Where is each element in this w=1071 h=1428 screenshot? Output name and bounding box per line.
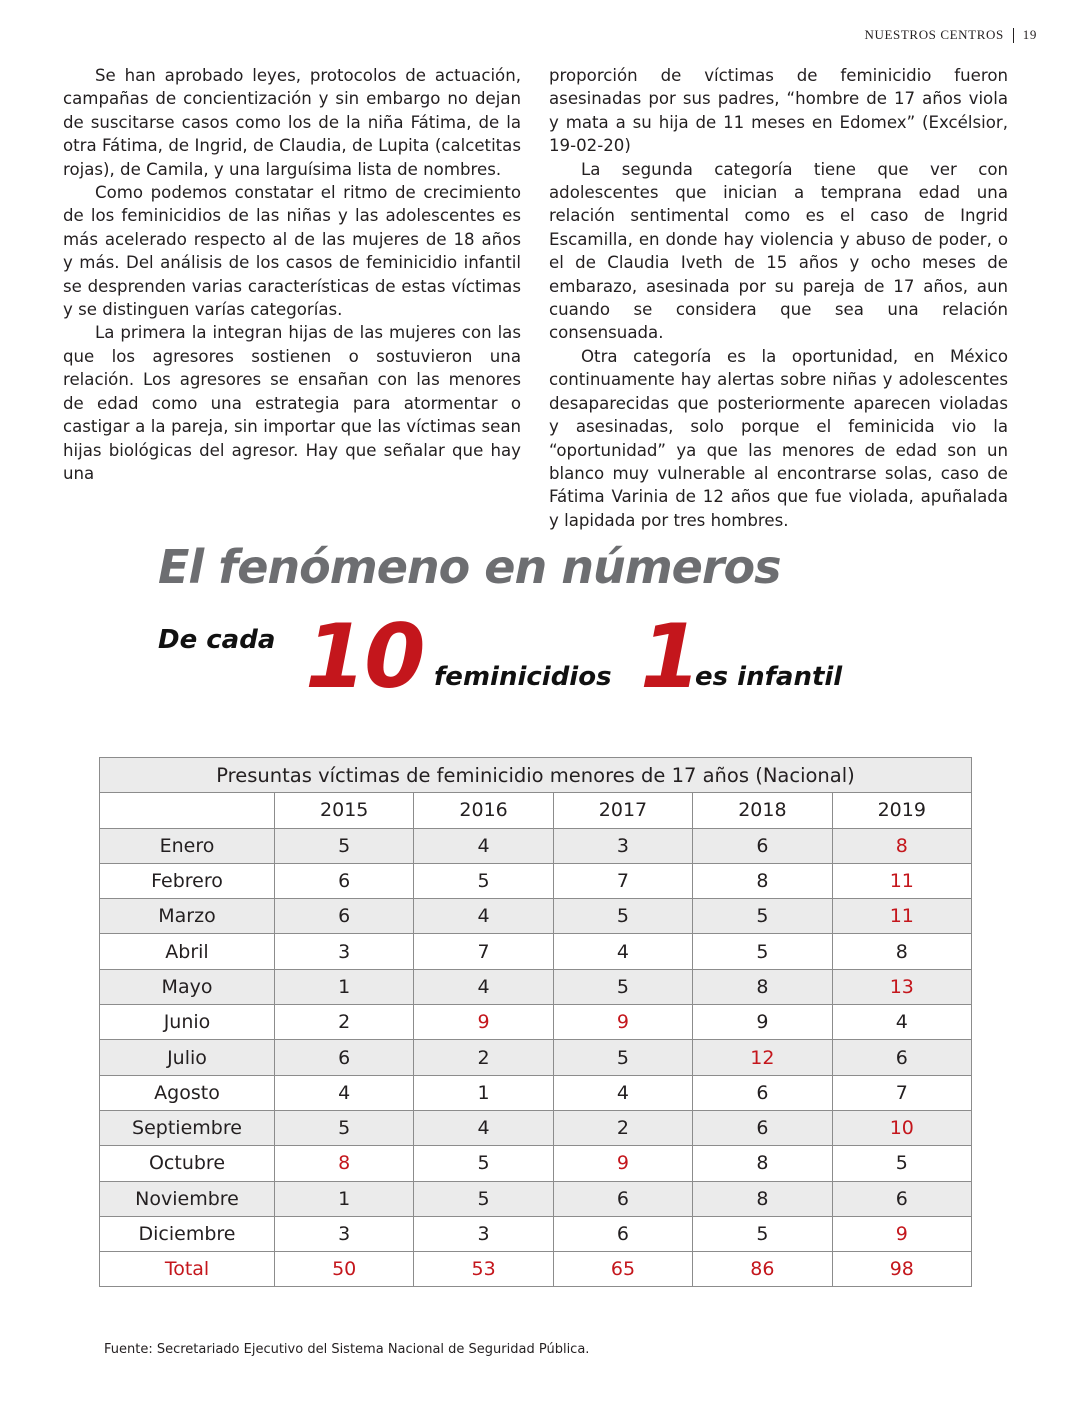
value-cell: 4 (414, 969, 553, 1004)
table-row (100, 934, 972, 969)
value-cell: 3 (275, 1216, 414, 1251)
value-cell: 6 (693, 828, 832, 863)
value-cell: 13 (832, 969, 971, 1004)
value-cell: 4 (553, 1075, 692, 1110)
empty-header-cell (100, 793, 275, 828)
month-cell: Junio (100, 1005, 275, 1040)
section-name: NUESTROS CENTROS (864, 27, 1004, 42)
total-value: 53 (414, 1252, 553, 1287)
table-row (100, 969, 972, 1004)
paragraph-continued: proporción de víctimas de feminicidio fueron asesinadas por sus padres, “hombre de 17 años viola y mata a su hija de 11 meses en Edomex” (Excélsior, 19-02-20) (549, 66, 1008, 156)
value-cell: 6 (553, 1216, 692, 1251)
table-row (100, 1181, 972, 1216)
paragraph: Otra categoría es la oportunidad, en México continuamente hay alertas sobre niñas y adolescentes desaparecidas que posteriormente aparecen violadas y asesinadas, solo porque el feminicida vio la “oportunidad” ya que las menores de edad son un blanco muy vulnerable al encontrarse solas, caso de Fátima Varinia de 12 años que fue violada, apuñalada y lapidada por tres hombres. (549, 346, 1008, 530)
value-cell: 5 (693, 1216, 832, 1251)
value-cell: 9 (553, 1146, 692, 1181)
paragraph: La primera la integran hijas de las mujeres con las que los agresores sostienen o sostuvieron una relación. Los agresores se ensañan con las menores de edad como una estrategia para atormentar o castigar a la pareja, sin importar que las víctimas sean hijas biológicas del agresor. Hay que señalar que hay una (63, 323, 521, 483)
article-column-right (549, 64, 1008, 532)
paragraph: Se han aprobado leyes, protocolos de actuación, campañas de concientización y sin embargo no dejan de suscitarse casos como los de la niña Fátima, de la otra Fátima, de Ingrid, de Claudia, de Lupita (calcetitas rojas), de Camila, y una larguísima lista de nombres. (63, 66, 521, 179)
value-cell: 10 (832, 1110, 971, 1145)
month-cell: Enero (100, 828, 275, 863)
value-cell: 8 (693, 863, 832, 898)
value-cell: 7 (414, 934, 553, 969)
source-note: Fuente: Secretariado Ejecutivo del Sistema Nacional de Seguridad Pública. (104, 1342, 590, 1357)
value-cell: 7 (553, 863, 692, 898)
value-cell: 4 (414, 828, 553, 863)
value-cell: 6 (832, 1040, 971, 1075)
value-cell: 3 (553, 828, 692, 863)
value-cell: 8 (693, 969, 832, 1004)
table-row (100, 1040, 972, 1075)
value-cell: 11 (832, 899, 971, 934)
month-cell: Septiembre (100, 1110, 275, 1145)
total-value: 86 (693, 1252, 832, 1287)
month-cell: Noviembre (100, 1181, 275, 1216)
value-cell: 9 (832, 1216, 971, 1251)
value-cell: 8 (832, 934, 971, 969)
year-header: 2016 (414, 793, 553, 828)
running-header (865, 27, 1037, 43)
value-cell: 8 (693, 1146, 832, 1181)
femicide-table (99, 757, 972, 1287)
month-cell: Marzo (100, 899, 275, 934)
month-cell: Mayo (100, 969, 275, 1004)
value-cell: 5 (414, 863, 553, 898)
value-cell: 3 (414, 1216, 553, 1251)
value-cell: 11 (832, 863, 971, 898)
month-cell: Julio (100, 1040, 275, 1075)
value-cell: 4 (275, 1075, 414, 1110)
total-value: 98 (832, 1252, 971, 1287)
phrase-middle: feminicidios (434, 662, 612, 692)
value-cell: 4 (832, 1005, 971, 1040)
month-cell: Octubre (100, 1146, 275, 1181)
value-cell: 1 (414, 1075, 553, 1110)
value-cell: 5 (553, 1040, 692, 1075)
value-cell: 9 (414, 1005, 553, 1040)
value-cell: 6 (275, 863, 414, 898)
value-cell: 4 (414, 1110, 553, 1145)
table-row (100, 1110, 972, 1145)
table-caption: Presuntas víctimas de feminicidio menores de 17 años (Nacional) (100, 758, 972, 793)
value-cell: 8 (832, 828, 971, 863)
total-row (100, 1252, 972, 1287)
value-cell: 5 (693, 899, 832, 934)
value-cell: 6 (832, 1181, 971, 1216)
total-value: 65 (553, 1252, 692, 1287)
value-cell: 4 (414, 899, 553, 934)
article-column-left (63, 64, 521, 485)
table-row (100, 899, 972, 934)
total-label: Total (100, 1252, 275, 1287)
year-header: 2015 (275, 793, 414, 828)
table-row (100, 1075, 972, 1110)
value-cell: 1 (275, 969, 414, 1004)
value-cell: 5 (553, 969, 692, 1004)
value-cell: 9 (693, 1005, 832, 1040)
big-number-one: 1 (640, 605, 702, 708)
phrase-end: es infantil (695, 662, 843, 692)
table-body (100, 828, 972, 1287)
value-cell: 6 (553, 1181, 692, 1216)
paragraph: La segunda categoría tiene que ver con adolescentes que inician a temprana edad una relación sentimental como es el caso de Ingrid Escamilla, en donde hay violencia y abuso de poder, o el de Claudia Iveth de 15 años y ocho meses de embarazo, asesinada por su pareja de 17 años, aun cuando se considera que sea una relación consensuada. (549, 159, 1008, 343)
value-cell: 2 (553, 1110, 692, 1145)
year-header: 2017 (553, 793, 692, 828)
year-header-row (100, 793, 972, 828)
page-number: 19 (1022, 27, 1037, 42)
value-cell: 5 (275, 828, 414, 863)
year-header: 2018 (693, 793, 832, 828)
value-cell: 8 (693, 1181, 832, 1216)
table-row (100, 1216, 972, 1251)
value-cell: 6 (693, 1075, 832, 1110)
value-cell: 6 (693, 1110, 832, 1145)
value-cell: 5 (414, 1146, 553, 1181)
infographic-title: El fenómeno en números (158, 540, 781, 594)
big-number-ten: 10 (305, 605, 424, 708)
value-cell: 7 (832, 1075, 971, 1110)
value-cell: 2 (414, 1040, 553, 1075)
value-cell: 6 (275, 1040, 414, 1075)
header-divider (1013, 28, 1014, 43)
table-row (100, 1146, 972, 1181)
value-cell: 5 (693, 934, 832, 969)
value-cell: 5 (553, 899, 692, 934)
value-cell: 4 (553, 934, 692, 969)
value-cell: 1 (275, 1181, 414, 1216)
month-cell: Abril (100, 934, 275, 969)
table-row (100, 1005, 972, 1040)
value-cell: 8 (275, 1146, 414, 1181)
value-cell: 6 (275, 899, 414, 934)
value-cell: 5 (414, 1181, 553, 1216)
value-cell: 9 (553, 1005, 692, 1040)
month-cell: Diciembre (100, 1216, 275, 1251)
phrase-start: De cada (158, 625, 276, 655)
value-cell: 5 (275, 1110, 414, 1145)
table-row (100, 863, 972, 898)
value-cell: 3 (275, 934, 414, 969)
month-cell: Agosto (100, 1075, 275, 1110)
year-header: 2019 (832, 793, 971, 828)
table-row (100, 828, 972, 863)
value-cell: 2 (275, 1005, 414, 1040)
value-cell: 5 (832, 1146, 971, 1181)
month-cell: Febrero (100, 863, 275, 898)
paragraph: Como podemos constatar el ritmo de crecimiento de los feminicidios de las niñas y las adolescentes es más acelerado respecto al de las mujeres de 18 años y más. Del análisis de los casos de feminicidio infantil se desprenden varias características de estas víctimas y se distinguen varías categorías. (63, 183, 521, 320)
value-cell: 12 (693, 1040, 832, 1075)
total-value: 50 (275, 1252, 414, 1287)
